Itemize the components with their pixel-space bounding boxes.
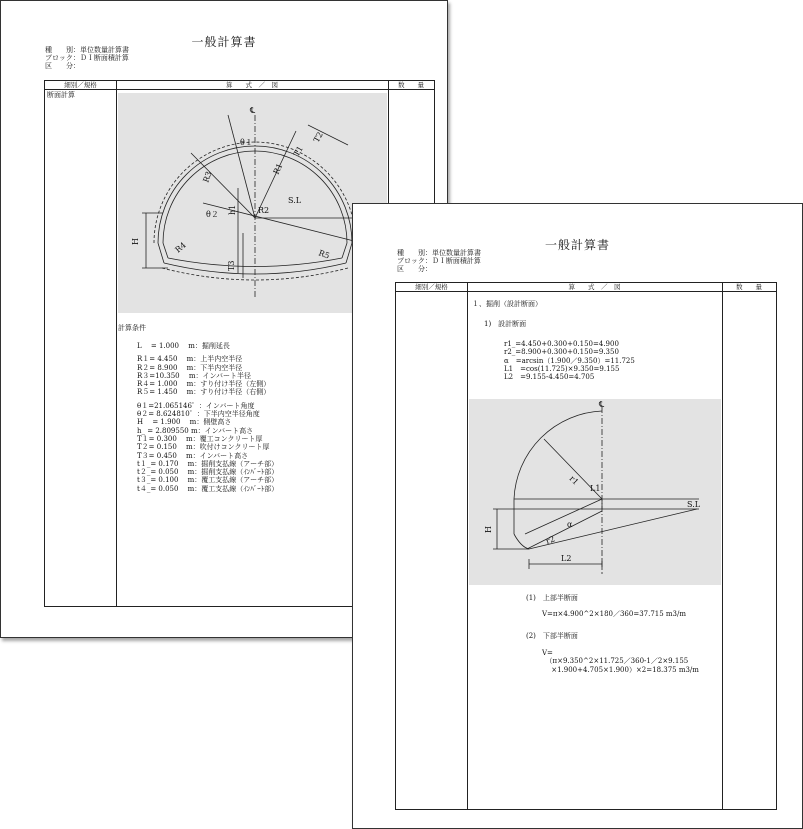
table-header [396, 283, 776, 292]
label-r4: R4 [173, 240, 188, 255]
calc-table [395, 282, 777, 810]
label-r5: R5 [317, 248, 331, 261]
label-theta1: θ１ [240, 138, 253, 147]
header-quantity: 数 量 [736, 283, 762, 291]
meta-section: 区 分： [45, 62, 80, 70]
meta-block-name: ブロック：ＤＩ断面積計算 [397, 257, 481, 265]
calc-line: （π×9.350^2×11.725／360-1／2×9.155 [542, 657, 689, 666]
meta-section: 区 分： [397, 265, 432, 273]
calc-line: L1 =cos(11.725)×9.350=9.155 [504, 364, 620, 373]
row-label: 断面計算 [47, 91, 75, 99]
header-formula: 算 式 ／ 図 [226, 81, 278, 89]
label-centerline: ℄ [250, 106, 256, 115]
label-t1: T1 [291, 144, 305, 158]
calc-line: t１_= 0.170 m：掘削支払線（アーチ部） [137, 459, 279, 468]
calc-line: h_ = 2.809550 m：インバート高さ [137, 426, 254, 435]
formula-list [504, 340, 635, 381]
conditions-title: 計算条件 [118, 324, 146, 332]
column-divider [467, 283, 468, 809]
sheet-title: 一般計算書 [191, 35, 257, 49]
calc-line: r1_=4.450+0.300+0.150=4.900 [504, 340, 619, 348]
calc-line: t２_= 0.050 m：掘削支払線（ｲﾝﾊﾞｰﾄ部） [137, 468, 279, 477]
meta-block [45, 46, 129, 70]
calc-line: L2 =9.155-4.450=4.705 [504, 373, 595, 382]
tunnel-section-figure [118, 93, 387, 313]
label-r1: R1 [271, 161, 285, 176]
heading-upper-half: (1) 上部半断面 [526, 594, 578, 602]
label-r3: R3 [201, 170, 214, 184]
label-h1: h1 [228, 204, 237, 215]
half-section-figure [469, 399, 721, 585]
calc-line: R５= 1.450 m：すり付け半径（右側） [137, 388, 271, 397]
label-l1: L1 [590, 484, 601, 493]
calc-line: R２= 8.900 m：下半内空半径 [137, 363, 243, 372]
label-alpha: α [567, 520, 573, 529]
meta-kind: 種 別：単位数量計算書 [397, 249, 481, 257]
half-section-drawing [469, 399, 721, 585]
calc-line: R４= 1.000 m：すり付け半径（左側） [137, 380, 271, 389]
label-sl: S.L [687, 500, 701, 509]
header-formula: 算 式 ／ 図 [568, 283, 621, 291]
formula-lower-half [542, 649, 699, 674]
label-t3: T3 [227, 260, 236, 271]
meta-block [397, 249, 481, 273]
calc-line: V= [542, 649, 553, 657]
label-t2: T2 [311, 130, 325, 144]
calc-line: T３= 0.450 m：インバート高さ [137, 451, 249, 460]
calc-line: T２= 0.150 m：吹付けコンクリート厚 [137, 443, 270, 452]
header-quantity: 数 量 [398, 81, 424, 89]
label-theta2: θ２ [206, 210, 219, 219]
calc-line: θ２= 8.624810゜：下半内空半径角度 [137, 410, 260, 419]
label-r1: r1 [567, 474, 581, 487]
header-item: 細別／規格 [64, 81, 97, 89]
calc-line: H = 1.900 m：側壁高さ [137, 418, 232, 427]
label-r2: R2 [258, 206, 270, 215]
column-divider [722, 283, 723, 809]
column-divider [116, 81, 117, 606]
calc-line: L = 1.000 m：掘削延長 [137, 342, 230, 350]
calc-line: α =arcsin（1.900／9.350）=11.725 [504, 356, 635, 365]
label-sl: S.L [288, 196, 302, 205]
heading-excavation: １、掘削（設計断面） [472, 300, 542, 308]
heading-design-section: 1) 設計断面 [484, 320, 527, 328]
formula-upper-half: V=π×4.900^2×180／360=37.715 m3/m [542, 610, 687, 618]
label-h: H [484, 526, 493, 533]
calc-line: t３_= 0.100 m：覆工支払線（アーチ部） [137, 476, 279, 485]
calc-line: R３=10.350 m：インバート半径 [137, 371, 252, 380]
label-centerline: ℄ [599, 400, 605, 409]
sheet-title: 一般計算書 [544, 238, 610, 252]
calc-line: θ１=21.065146゜：インバート角度 [137, 401, 255, 410]
header-item: 細別／規格 [415, 283, 448, 291]
calc-line: R１= 4.450 m：上半内空半径 [137, 355, 243, 364]
conditions-list [137, 342, 278, 493]
calc-line: T１= 0.300 m：覆工コンクリート厚 [137, 434, 263, 443]
label-r2: r2 [544, 534, 557, 546]
heading-lower-half: (2) 下部半断面 [526, 632, 578, 640]
label-h: H [131, 238, 140, 245]
calc-line: ×1.900+4.705×1.900）×2=18.375 m3/m [542, 665, 699, 674]
table-header [45, 81, 434, 90]
calc-line: t４_= 0.050 m：覆工支払線（ｲﾝﾊﾞｰﾄ部） [137, 484, 279, 493]
meta-block-name: ブロック：ＤＩ断面積計算 [45, 54, 129, 62]
tunnel-section-drawing [118, 93, 387, 313]
meta-kind: 種 別：単位数量計算書 [45, 46, 129, 54]
label-l2: L2 [561, 554, 572, 563]
calc-line: r2_=8.900+0.300+0.150=9.350 [504, 348, 619, 357]
calc-sheet-front [352, 203, 803, 829]
